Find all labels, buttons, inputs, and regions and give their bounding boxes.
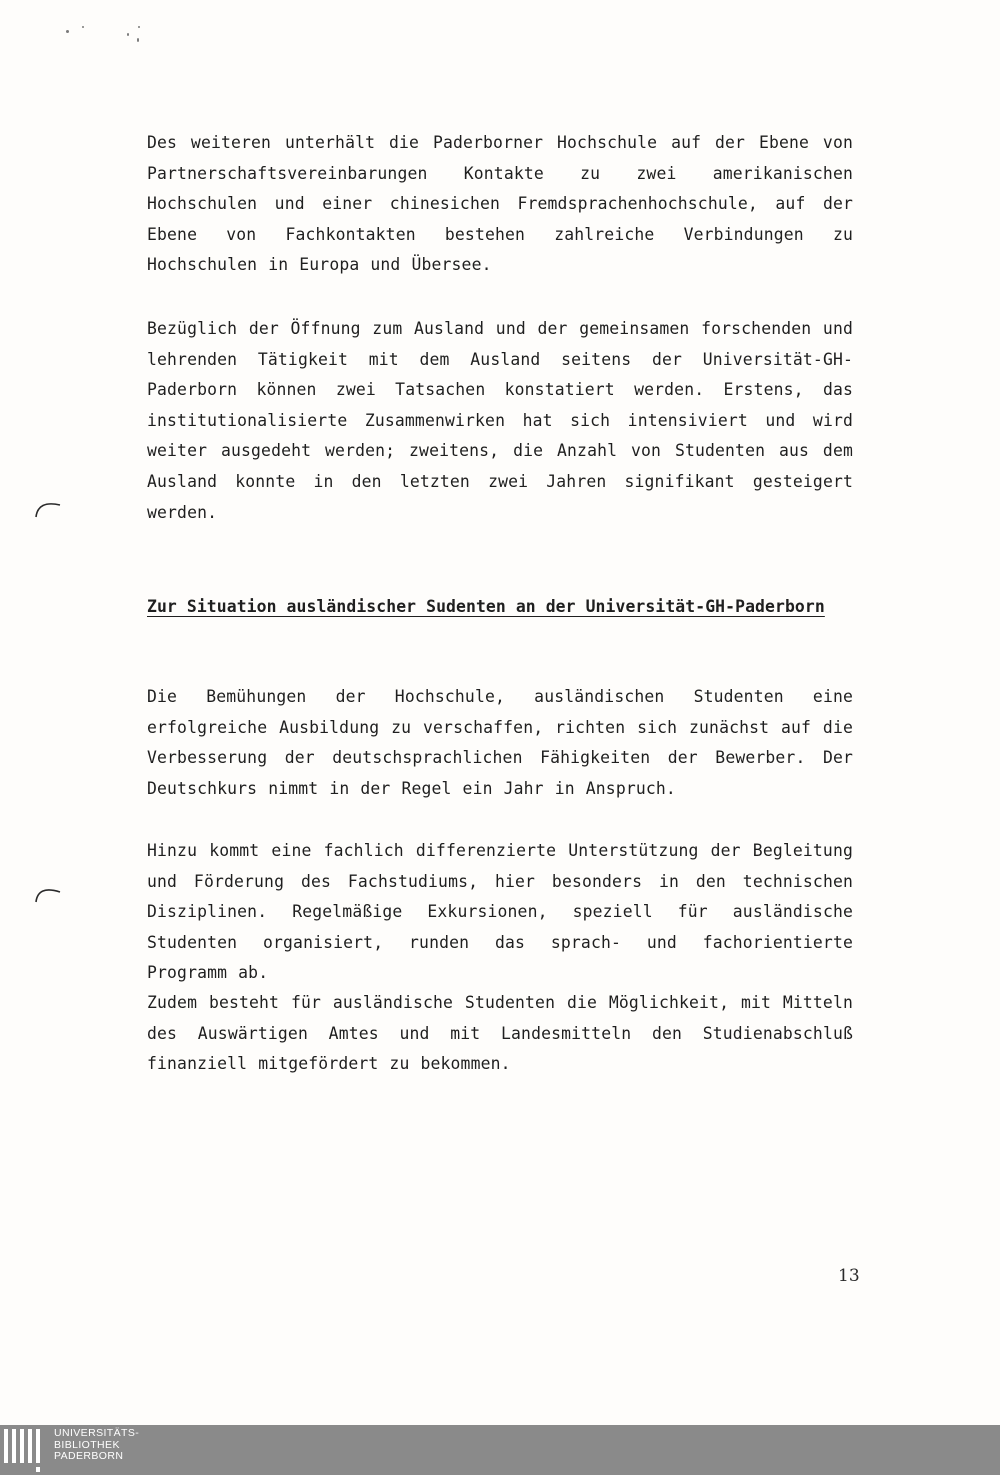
scan-speck xyxy=(138,26,140,28)
scan-speck xyxy=(137,38,139,42)
library-barcode-logo-icon xyxy=(0,1425,52,1475)
section-heading: Zur Situation ausländischer Sudenten an der Universität-GH-Paderborn xyxy=(147,597,825,616)
library-footer xyxy=(0,1425,1000,1475)
paragraph-study-support: Hinzu kommt eine fachlich differenzierte Unterstützung der Begleitung und Förderung des Fachstudiums, hier besonders in den technischen Disziplinen. Regelmäßige Exkursionen, speziell für ausländische Studenten organisiert, runden das sprach- und fachorientierte Programm ab. xyxy=(147,841,853,983)
paragraph-partnerships: Des weiteren unterhält die Paderborner Hochschule auf der Ebene von Partnerschaftsvereinbarungen Kontakte zu zwei amerikanischen Hochschulen und einer chinesichen Fremdsprachenhochschule, auf der Ebene von Fachkontakten bestehen zahlreiche Verbindungen zu Hochschulen in Europa und Übersee. xyxy=(147,133,853,275)
paragraph-foreign-relations: Bezüglich der Öffnung zum Ausland und der gemeinsamen forschenden und lehrenden Tätigkeit mit dem Ausland seitens der Universität-GH-Paderborn können zwei Tatsachen konstatiert werden. Erstens, das institutionalisierte Zusammenwirken hat sich intensiviert und wird weiter ausgedeht werden; zweitens, die Anzahl von Studenten aus dem Ausland konnte in den letzten zwei Jahren signifikant gesteigert werden. xyxy=(147,319,853,522)
scan-speck xyxy=(66,30,69,33)
scan-speck xyxy=(127,33,129,36)
library-name-line2: BIBLIOTHEK xyxy=(54,1438,120,1451)
library-name-line3: PADERBORN xyxy=(54,1450,124,1462)
paragraph-language-support: Die Bemühungen der Hochschule, ausländischen Studenten eine erfolgreiche Ausbildung zu verschaffen, richten sich zunächst auf die Verbesserung der deutschsprachlichen Fähigkeiten der Bewerber. Der Deutschkurs nimmt in der Regel ein Jahr in Anspruch. xyxy=(147,687,853,798)
library-name-line1: UNIVERSITÄTS- xyxy=(54,1427,140,1439)
library-name xyxy=(54,1428,139,1463)
punch-hole-mark-icon xyxy=(33,882,63,904)
page-number: 13 xyxy=(838,1266,860,1286)
punch-hole-mark-icon xyxy=(33,497,63,519)
paragraph-funding: Zudem besteht für ausländische Studenten die Möglichkeit, mit Mitteln des Auswärtigen Amtes und mit Landesmitteln den Studienabschluß finanziell mitgefördert zu bekommen. xyxy=(147,993,853,1074)
scan-speck xyxy=(82,26,84,28)
